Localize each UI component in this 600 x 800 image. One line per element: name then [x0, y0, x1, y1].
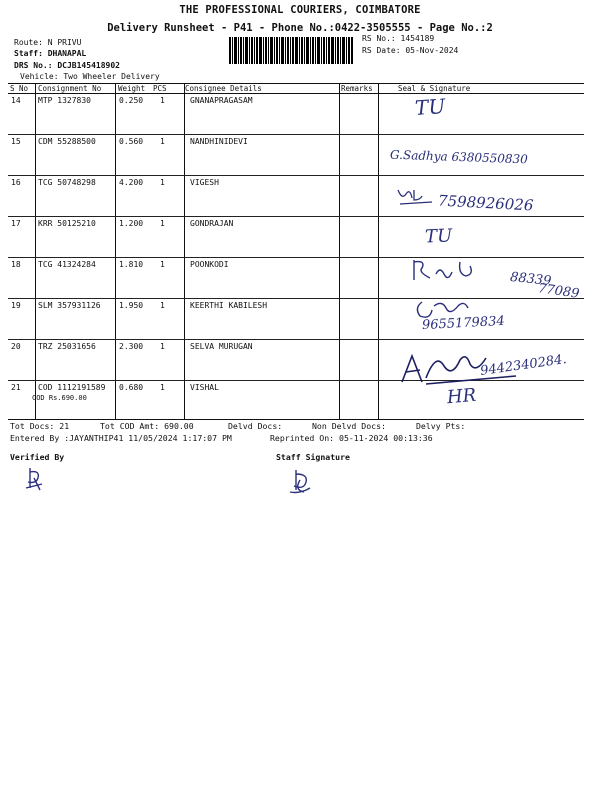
- cell-pcs: 1: [160, 96, 165, 105]
- handwritten-phone: 7598926026: [437, 191, 534, 215]
- runsheet-title: Delivery Runsheet - P41 - Phone No.:0422-3505555 - Page No.:2: [107, 22, 493, 34]
- cell-consignment-no: CDM 55288500: [38, 137, 96, 146]
- handwritten-note: TU: [414, 93, 447, 121]
- reprinted-on: Reprinted On: 05-11-2024 00:13:36: [270, 433, 433, 443]
- handwritten-phone: 88339: [509, 269, 553, 290]
- cell-pcs: 1: [160, 137, 165, 146]
- cell-consignee: NANDHINIDEVI: [190, 137, 248, 146]
- staff-label: Staff: DHANAPAL: [14, 49, 87, 58]
- cell-weight: 4.200: [119, 178, 144, 187]
- cell-sno: 20: [11, 342, 21, 351]
- cell-weight: 0.680: [119, 383, 144, 392]
- cell-consignment-no: SLM 357931126: [38, 301, 101, 310]
- cell-sno: 18: [11, 260, 21, 269]
- verified-by-label: Verified By: [10, 452, 65, 462]
- cell-consignment-no: COD 1112191589: [38, 383, 106, 392]
- cell-pcs: 1: [160, 301, 165, 310]
- verifier-signature: [22, 466, 46, 492]
- cell-weight: 0.250: [119, 96, 144, 105]
- header-consignee: Consignee Details: [185, 84, 262, 93]
- rs-number: RS No.: 1454189: [362, 34, 435, 43]
- header-seal-signature: Seal & Signature: [398, 84, 471, 93]
- cell-consignee: POONKODI: [190, 260, 229, 269]
- header-sno: S No: [10, 84, 29, 93]
- cell-pcs: 1: [160, 178, 165, 187]
- cell-weight: 1.810: [119, 260, 144, 269]
- total-docs: Tot Docs: 21: [10, 421, 70, 431]
- handwritten-phone: 9655179834: [421, 313, 506, 334]
- drs-number: DRS No.: DCJB145418902: [14, 61, 120, 70]
- cell-pcs: 1: [160, 260, 165, 269]
- cell-pcs: 1: [160, 383, 165, 392]
- cell-sno: 14: [11, 96, 21, 105]
- cell-sno: 15: [11, 137, 21, 146]
- cell-sno: 16: [11, 178, 21, 187]
- cell-consignee: VIGESH: [190, 178, 219, 187]
- cell-consignee: VISHAL: [190, 383, 219, 392]
- cell-consignee: KEERTHI KABILESH: [190, 301, 268, 310]
- route-label: Route: N PRIVU: [14, 38, 82, 47]
- header-pcs: PCS: [153, 84, 167, 93]
- signature-mark: [408, 256, 498, 284]
- handwritten-note: G.Sadhya 6380550830: [389, 147, 529, 167]
- total-cod-amount: Tot COD Amt: 690.00: [100, 421, 194, 431]
- table-row: [8, 85, 584, 125]
- cell-sno: 17: [11, 219, 21, 228]
- cell-consignee: GONDRAJAN: [190, 219, 234, 228]
- signature-mark: [396, 186, 436, 208]
- cell-weight: 2.300: [119, 342, 144, 351]
- cell-consignment-no: TRZ 25031656: [38, 342, 96, 351]
- header-weight: Weight: [118, 84, 146, 93]
- handwritten-note: TU: [424, 225, 453, 248]
- cell-consignee: SELVA MURUGAN: [190, 342, 253, 351]
- header-remarks: Remarks: [341, 84, 373, 93]
- delivery-points: Delvy Pts:: [416, 421, 466, 431]
- cod-note: COD Rs.690.00: [32, 394, 87, 402]
- vehicle-label: Vehicle: Two Wheeler Delivery: [20, 72, 160, 81]
- staff-signature-label: Staff Signature: [276, 452, 350, 462]
- cell-weight: 1.950: [119, 301, 144, 310]
- non-delivered-docs: Non Delvd Docs:: [312, 421, 386, 431]
- header-consignment: Consignment No: [38, 84, 102, 93]
- cell-consignment-no: TCG 41324284: [38, 260, 96, 269]
- cell-sno: 19: [11, 301, 21, 310]
- cell-pcs: 1: [160, 219, 165, 228]
- cell-weight: 0.560: [119, 137, 144, 146]
- cell-consignment-no: KRR 50125210: [38, 219, 96, 228]
- table-bottom-border: [8, 419, 584, 420]
- handwritten-phone: 9442340284.: [479, 352, 568, 379]
- cell-consignee: GNANAPRAGASAM: [190, 96, 253, 105]
- cell-pcs: 1: [160, 342, 165, 351]
- entered-by: Entered By :JAYANTHIP41 11/05/2024 1:17:07 PM: [10, 433, 232, 443]
- barcode: [229, 37, 353, 64]
- cell-consignment-no: TCG 50748298: [38, 178, 96, 187]
- table-row: [8, 208, 584, 248]
- cell-consignment-no: MTP 1327830: [38, 96, 91, 105]
- company-title: THE PROFESSIONAL COURIERS, COIMBATORE: [179, 4, 421, 16]
- rs-date: RS Date: 05-Nov-2024: [362, 46, 459, 55]
- cell-sno: 21: [11, 383, 21, 392]
- staff-signature-mark: [286, 468, 314, 494]
- handwritten-note: HR: [446, 384, 478, 409]
- delivered-docs: Delvd Docs:: [228, 421, 283, 431]
- cell-weight: 1.200: [119, 219, 144, 228]
- handwritten-phone: 77089: [537, 281, 581, 302]
